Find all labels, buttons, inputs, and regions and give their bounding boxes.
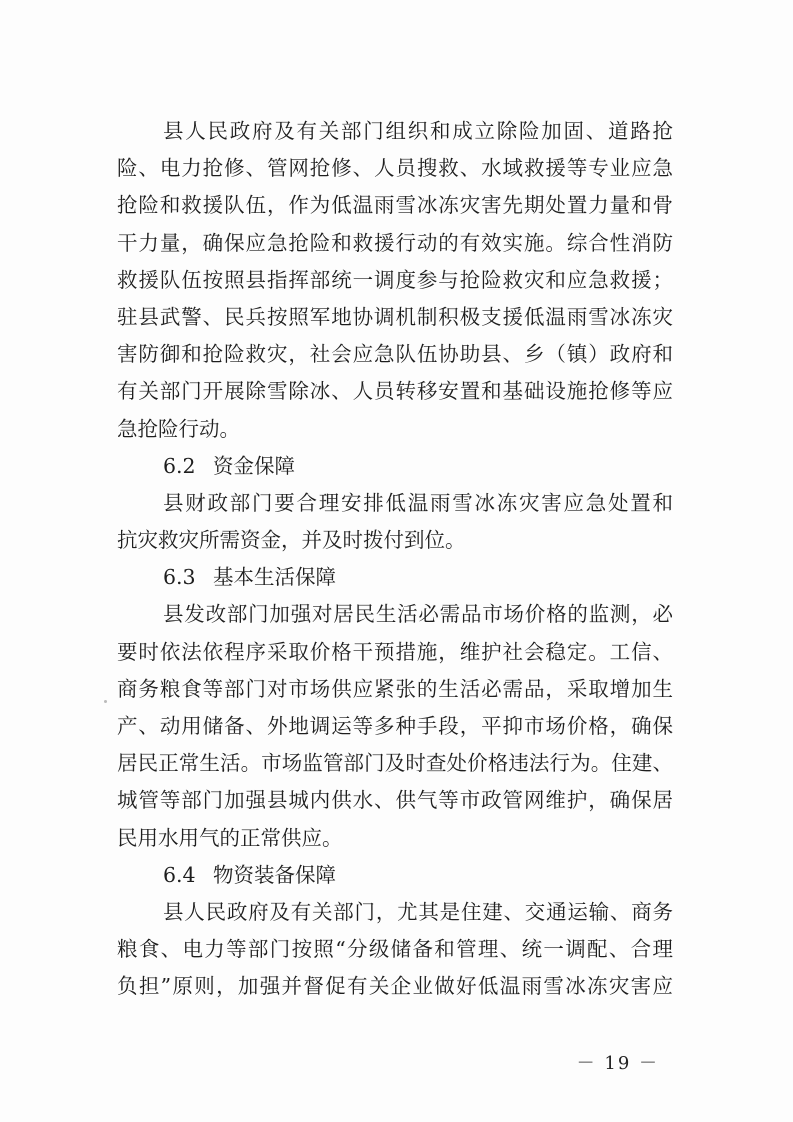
paragraph-line: 害防御和抢险救灾，社会应急队伍协助县、乡（镇）政府和 — [117, 342, 673, 367]
paragraph-line: 民用水用气的正常供应。 — [117, 825, 343, 850]
paragraph-line: 急抢险行动。 — [117, 416, 240, 441]
paragraph-line: 险、电力抢修、管网抢修、人员搜救、水域救援等专业应急 — [117, 156, 673, 181]
paragraph-line: 县人民政府及有关部门组织和成立除险加固、道路抢 — [163, 119, 673, 143]
section-number: 6.3 — [163, 565, 196, 590]
section-heading-6-2 — [117, 448, 673, 485]
paragraph-line: 要时依法依程序采取价格干预措施，维护社会稳定。工信、 — [117, 639, 673, 664]
paragraph-line: 救援队伍按照县指挥部统一调度参与抢险救灾和应急救援； — [117, 267, 673, 292]
paragraph-line: 抗灾救灾所需资金，并及时拨付到位。 — [117, 528, 466, 553]
page-number: － 19 － — [576, 1053, 659, 1074]
section-heading-6-3 — [117, 559, 673, 596]
section-number: 6.2 — [163, 453, 196, 478]
section-title: 资金保障 — [213, 453, 295, 478]
paragraph-line: 居民正常生活。市场监管部门及时查处价格违法行为。住建、 — [117, 751, 673, 776]
paragraph-line: 城管等部门加强县城内供水、供气等市政管网维护，确保居 — [117, 788, 673, 813]
section-heading-6-4 — [117, 857, 673, 894]
scan-speck — [104, 700, 107, 703]
paragraph-line: 负担”原则，加强并督促有关企业做好低温雨雪冰冻灾害应 — [117, 974, 673, 999]
paragraph-line: 产、动用储备、外地调运等多种手段，平抑市场价格，确保 — [117, 714, 673, 738]
paragraph-line: 抢险和救援队伍，作为低温雨雪冰冻灾害先期处置力量和骨 — [117, 193, 673, 218]
paragraph-line: 县发改部门加强对居民生活必需品市场价格的监测，必 — [163, 602, 673, 627]
section-number: 6.4 — [163, 862, 196, 887]
section-title: 基本生活保障 — [213, 565, 336, 590]
paragraph-line: 粮食、电力等部门按照“分级储备和管理、统一调配、合理 — [117, 937, 673, 962]
document-body — [117, 113, 673, 1006]
paragraph-line: 商务粮食等部门对市场供应紧张的生活必需品，采取增加生 — [117, 676, 673, 701]
paragraph-line: 县人民政府及有关部门，尤其是住建、交通运输、商务 — [163, 899, 673, 924]
paragraph-line: 县财政部门要合理安排低温雨雪冰冻灾害应急处置和 — [163, 490, 673, 515]
section-title: 物资装备保障 — [213, 862, 336, 887]
paragraph-line: 干力量，确保应急抢险和救援行动的有效实施。综合性消防 — [117, 230, 673, 255]
paragraph-line: 驻县武警、民兵按照军地协调机制积极支援低温雨雪冰冻灾 — [117, 304, 673, 329]
paragraph-line: 有关部门开展除雪除冰、人员转移安置和基础设施抢修等应 — [117, 379, 673, 404]
